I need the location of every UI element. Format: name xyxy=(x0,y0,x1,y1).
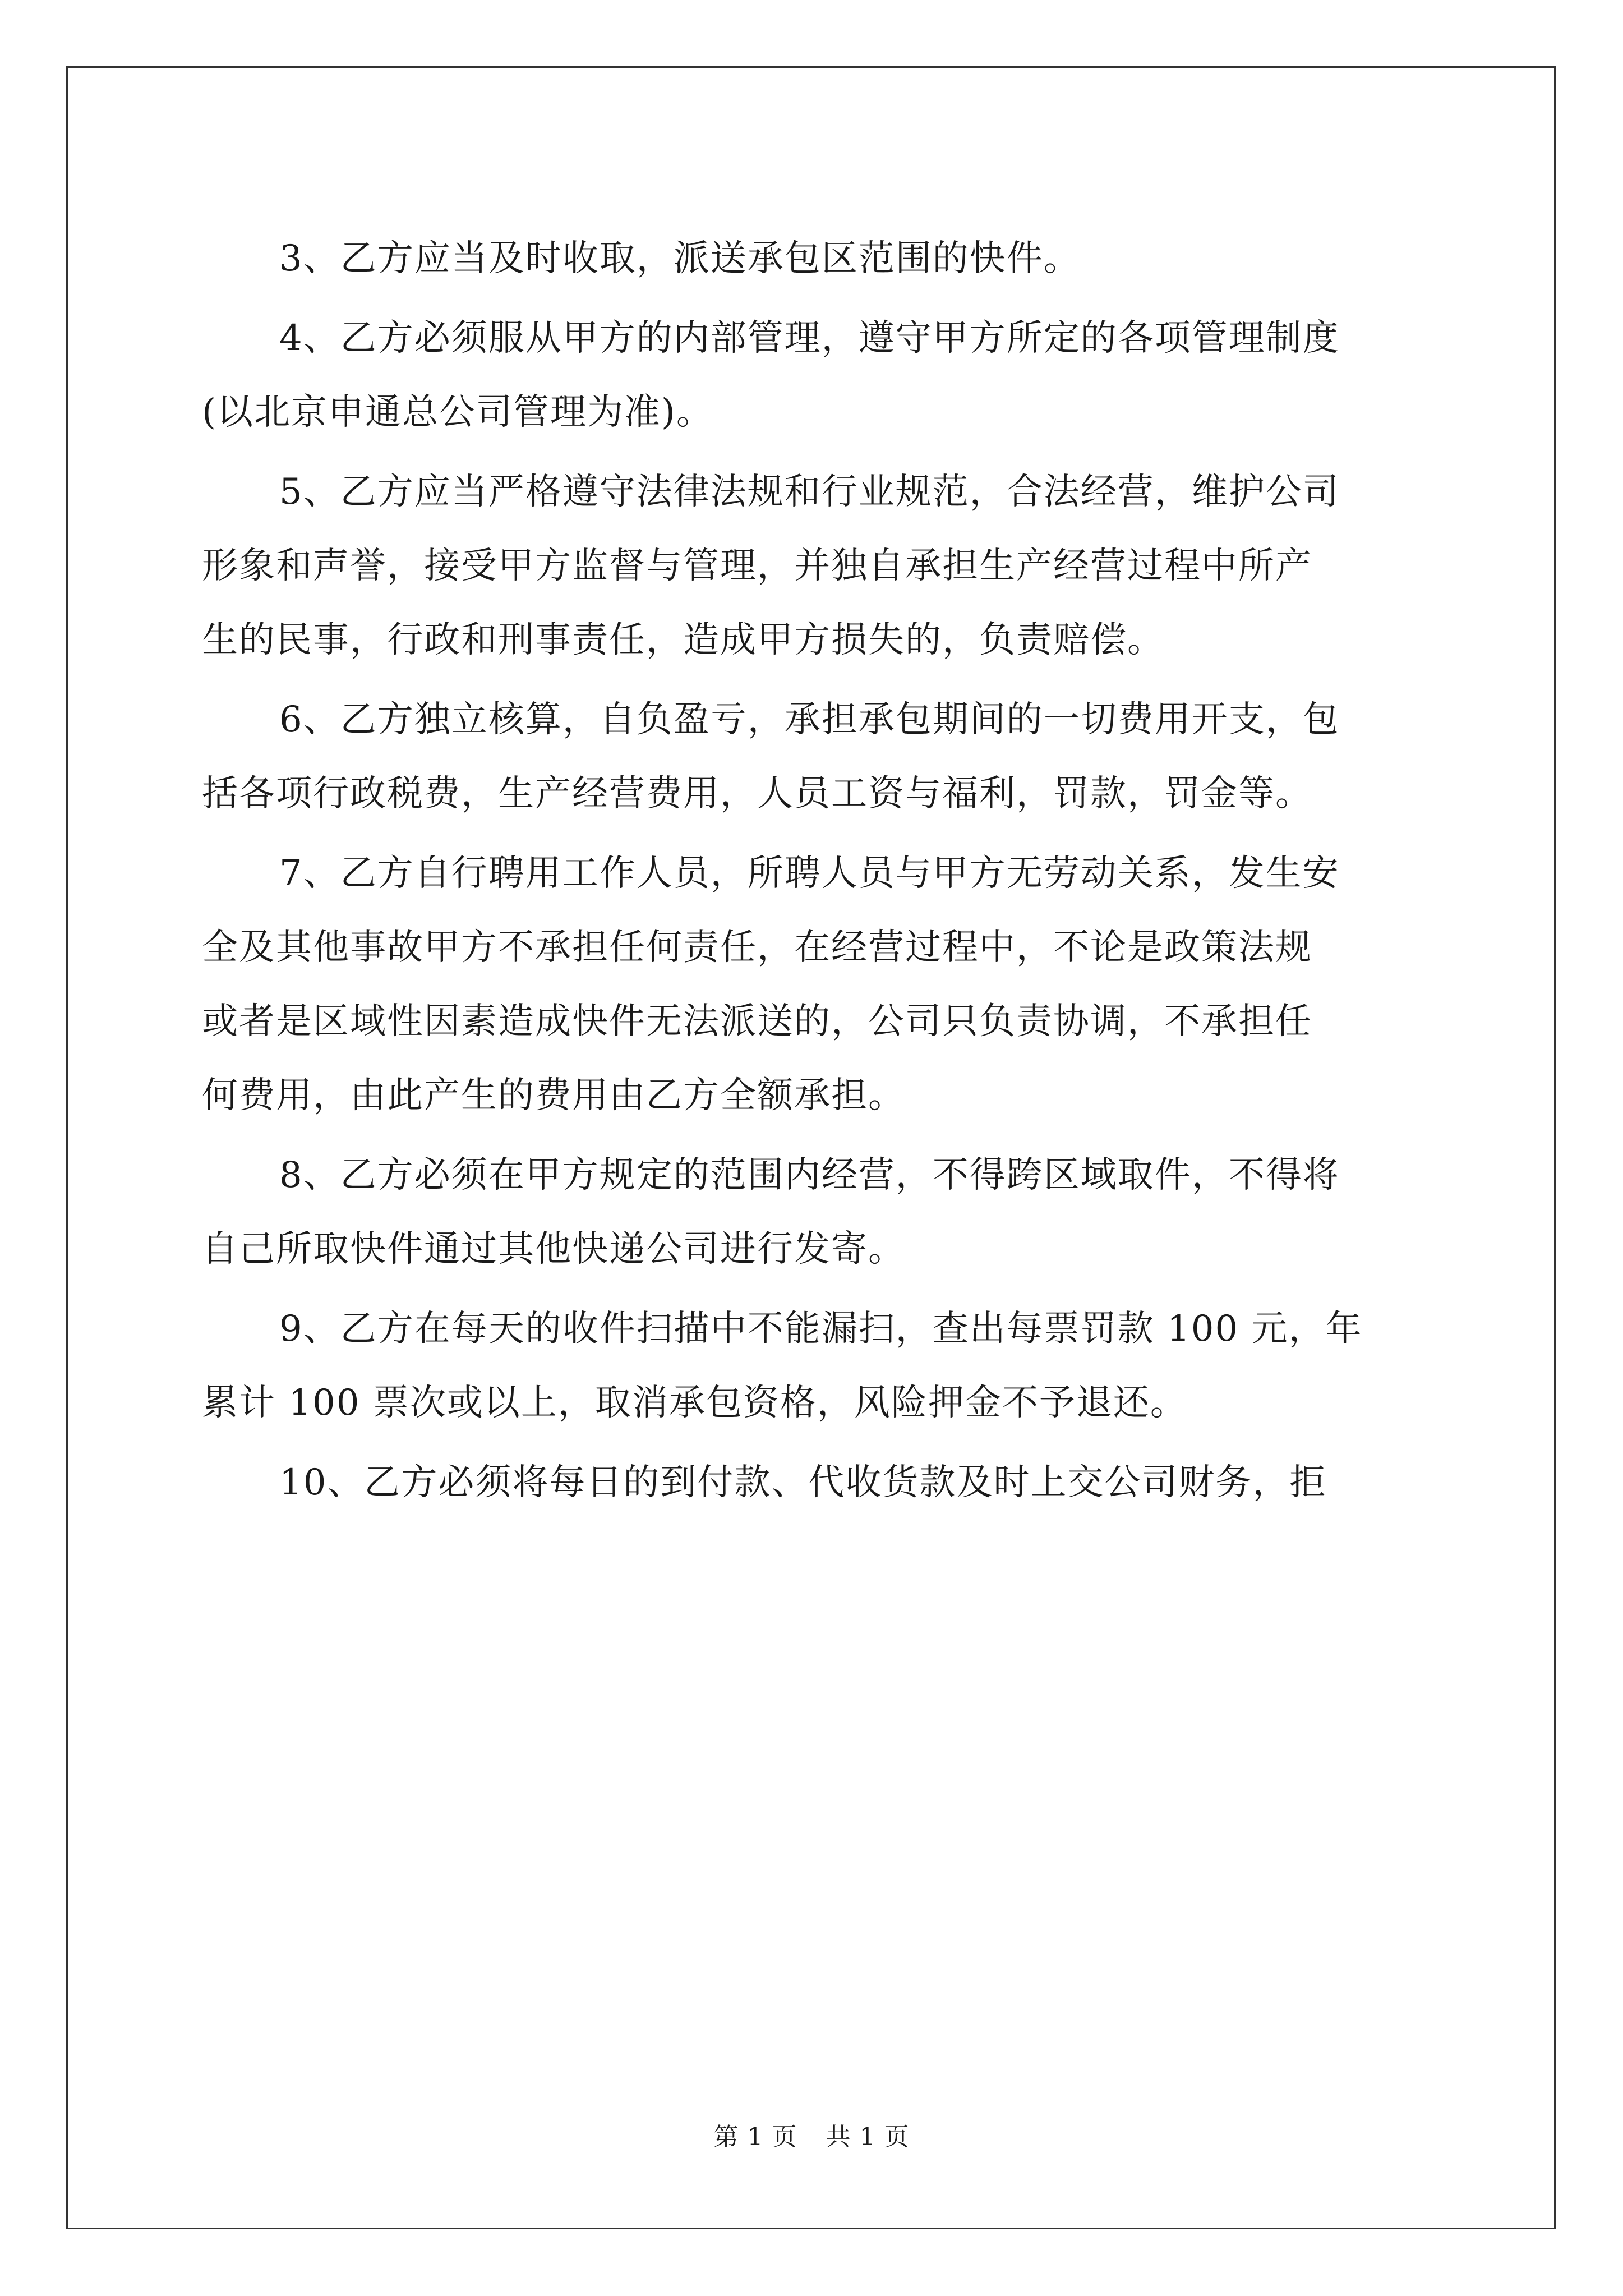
clause-line: 10、乙方必须将每日的到付款、代收货款及时上交公司财务，拒 xyxy=(279,1462,1327,1503)
clause-line: 8、乙方必须在甲方规定的范围内经营，不得跨区域取件，不得将 xyxy=(279,1154,1340,1196)
document-body xyxy=(202,222,1424,1525)
clause-9 xyxy=(202,1292,1424,1440)
page-number-current: 第 1 页 xyxy=(713,2123,797,2151)
clause-line: 形象和声誉，接受甲方监督与管理，并独自承担生产经营过程中所产 xyxy=(202,545,1312,587)
clause-5 xyxy=(202,455,1424,677)
clause-8 xyxy=(202,1138,1424,1286)
clause-line: 7、乙方自行聘用工作人员，所聘人员与甲方无劳动关系，发生安 xyxy=(279,853,1340,894)
clause-line: 何费用，由此产生的费用由乙方全额承担。 xyxy=(202,1075,905,1116)
clause-7 xyxy=(202,836,1424,1133)
clause-line: (以北京申通总公司管理为准)。 xyxy=(202,392,713,433)
clause-line: 3、乙方应当及时收取，派送承包区范围的快件。 xyxy=(279,238,1081,279)
clause-3 xyxy=(202,222,1424,296)
clause-6 xyxy=(202,683,1424,831)
page-footer xyxy=(0,2120,1623,2154)
clause-line: 生的民事，行政和刑事责任，造成甲方损失的，负责赔偿。 xyxy=(202,619,1164,661)
clause-line: 括各项行政税费，生产经营费用，人员工资与福利，罚款，罚金等。 xyxy=(202,773,1312,815)
clause-line: 9、乙方在每天的收件扫描中不能漏扫，查出每票罚款 100 元，年 xyxy=(279,1308,1363,1350)
clause-10 xyxy=(202,1446,1424,1520)
clause-line: 自己所取快件通过其他快递公司进行发寄。 xyxy=(202,1228,905,1270)
page-number-total: 共 1 页 xyxy=(826,2123,910,2151)
clause-line: 6、乙方独立核算，自负盈亏，承担承包期间的一切费用开支，包 xyxy=(279,699,1340,740)
clause-4 xyxy=(202,301,1424,449)
clause-line: 4、乙方必须服从甲方的内部管理，遵守甲方所定的各项管理制度 xyxy=(279,318,1340,359)
clause-line: 全及其他事故甲方不承担任何责任，在经营过程中，不论是政策法规 xyxy=(202,927,1312,968)
clause-line: 5、乙方应当严格遵守法律法规和行业规范，合法经营，维护公司 xyxy=(279,471,1340,513)
clause-line: 累计 100 票次或以上，取消承包资格，风险押金不予退还。 xyxy=(202,1382,1187,1424)
clause-line: 或者是区域性因素造成快件无法派送的，公司只负责协调，不承担任 xyxy=(202,1001,1312,1042)
